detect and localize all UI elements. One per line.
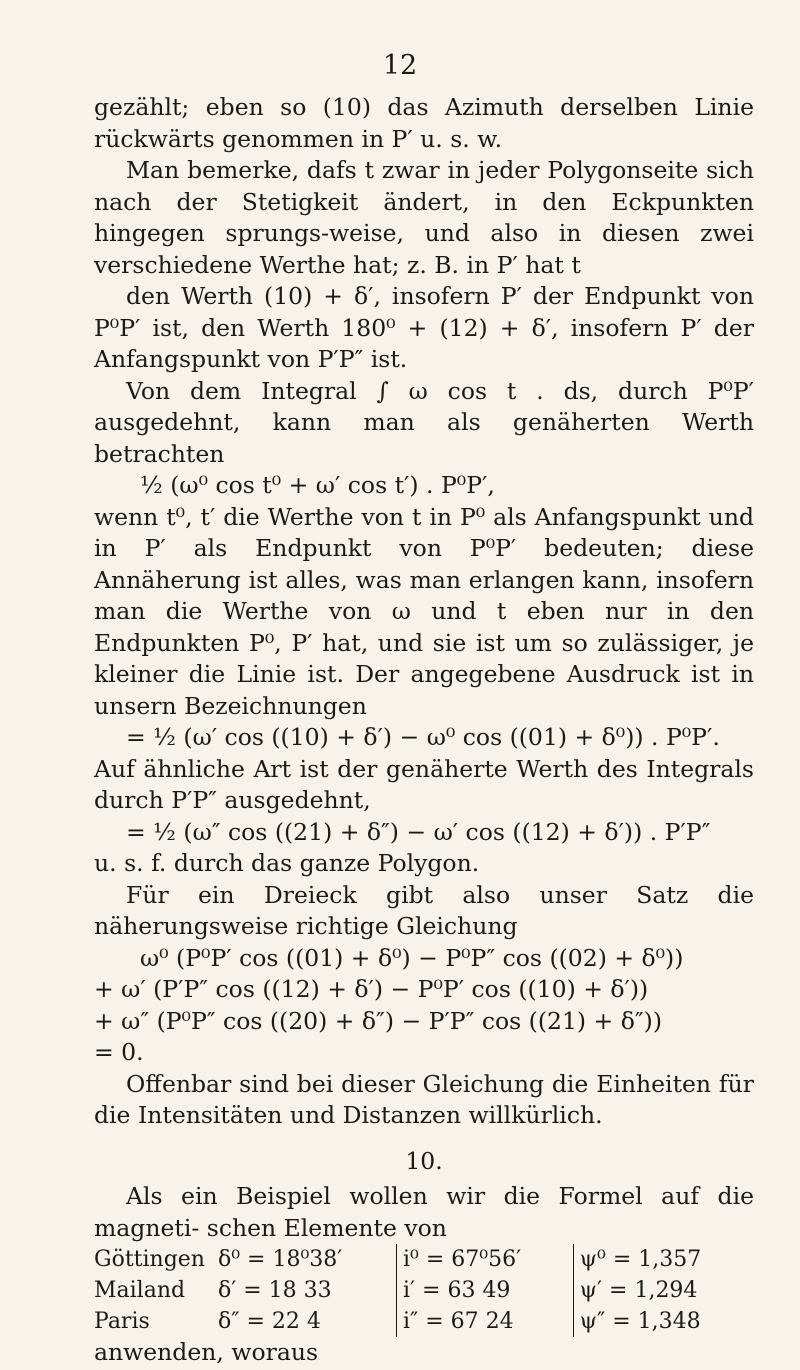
text-line: kann man als genäherten Werth betrachten [94, 408, 754, 468]
formula-3: = ½ (ω″ cos ((21) + δ″) − ω′ cos ((12) + δ′)) . P′P″ [126, 817, 711, 846]
formula-1: ½ (ω⁰ cos t⁰ + ω′ cos t′) . P⁰P′, [140, 471, 495, 499]
text-line: um so zulässiger, je kleiner die Linie ist. Der angegebene [94, 628, 754, 688]
equation-line: = 0. [94, 1038, 144, 1066]
intensity-cell: ψ′ = 1,294 [579, 1278, 698, 1303]
declination-cell: δ″ = 22 4 [212, 1306, 397, 1337]
text-line: Als ein Beispiel wollen wir die Formel auf die magneti- [94, 1182, 754, 1242]
text-line: Man bemerke, dafs t zwar in jeder Polygonseite sich nach [94, 156, 754, 216]
table-row [94, 1306, 754, 1337]
formula-2: = ½ (ω′ cos ((10) + δ′) − ω⁰ cos ((01) + δ⁰)) . P⁰P′. [126, 723, 720, 751]
equation-line: + ω″ (P⁰P″ cos ((20) + δ″) − P′P″ cos ((21) + δ″)) [94, 1006, 662, 1035]
text-line: u. s. f. durch das ganze Polygon. [94, 849, 480, 877]
text-line: Für ein Dreieck gibt also unser Satz die näherungsweise [94, 880, 754, 940]
inclination-cell: i′ = 63 49 [397, 1275, 574, 1306]
equation-line: ω⁰ (P⁰P′ cos ((01) + δ⁰) − P⁰P″ cos ((02) + δ⁰)) [140, 943, 684, 972]
text-line: Intensitäten und Distanzen willkürlich. [137, 1101, 603, 1129]
text-line: von P′P″ ist. [267, 345, 408, 373]
text-line: richtige Gleichung [295, 912, 518, 940]
city-cell: Mailand [94, 1278, 186, 1303]
text-line: in P′ hat t [466, 250, 581, 279]
equation-line: + ω′ (P′P″ cos ((12) + δ′) − P⁰P′ cos ((10) + δ′)) [94, 975, 649, 1003]
paragraph-1 [94, 92, 754, 155]
text-line: schen Elemente von [206, 1213, 447, 1242]
equation-block [94, 943, 754, 1069]
paragraph-6 [94, 754, 754, 817]
city-cell: Göttingen [94, 1247, 205, 1272]
text-line: Offenbar sind bei dieser Gleichung die Einheiten für die [94, 1069, 754, 1129]
text-line: genommen in P′ u. s. w. [222, 124, 503, 153]
text-line: ω und t eben nur in den Endpunkten P⁰, P′ hat, und sie ist [94, 597, 754, 657]
text-line: Auf ähnliche Art ist der genäherte Werth des Integrals durch [94, 754, 754, 814]
text-line: P′ als Endpunkt von P⁰P′ bedeuten; diese Annäherung ist [94, 534, 754, 594]
paragraph-5 [94, 502, 754, 723]
paragraph-8 [94, 1069, 754, 1132]
text-line: den Werth 180⁰ + (12) + δ′, insofern P′ der Anfangspunkt [94, 313, 754, 373]
intensity-cell: ψ″ = 1,348 [579, 1309, 701, 1334]
text-line: den Werth (10) + δ′, insofern P′ der Endpunkt von P⁰P′ ist, [94, 282, 754, 342]
paragraph-4 [94, 376, 754, 471]
paragraph-2 [94, 155, 754, 281]
text-line: Von dem Integral ∫ ω cos t . ds, durch P⁰P′ ausgedehnt, [94, 376, 754, 436]
magnetic-elements-table [94, 1244, 754, 1337]
page-body [94, 92, 754, 1369]
city-cell: Paris [94, 1309, 150, 1334]
text-line: alles, was man erlangen kann, insofern man die Werthe von [94, 565, 754, 625]
page-number: 12 [382, 50, 418, 81]
intensity-cell: ψ⁰ = 1,357 [579, 1247, 702, 1272]
text-line: Ausdruck ist in unsern Bezeichnungen [94, 660, 754, 720]
paragraph-9 [94, 1181, 754, 1244]
text-line: wenn t⁰, t′ die Werthe von t in P⁰ als Anfangspunkt und in [94, 502, 754, 562]
table-row [94, 1275, 754, 1306]
paragraph-7 [94, 848, 754, 943]
section-number: 10. [405, 1146, 443, 1175]
text-line: gezählt; eben so (10) das Azimuth derselben Linie rückwärts [94, 93, 754, 153]
declination-cell: δ′ = 18 33 [212, 1275, 397, 1306]
inclination-cell: i⁰ = 67⁰56′ [397, 1244, 574, 1275]
paragraph-3 [94, 281, 754, 376]
text-line: der Stetigkeit ändert, in den Eckpunkten hingegen sprungs- [94, 187, 754, 247]
text-line: P′P″ ausgedehnt, [171, 786, 371, 814]
declination-cell: δ⁰ = 18⁰38′ [212, 1244, 397, 1275]
inclination-cell: i″ = 67 24 [397, 1306, 574, 1337]
table-row [94, 1244, 754, 1275]
text-line: weise, und also in diesen zwei verschiedene Werthe hat; z. B. [94, 219, 754, 279]
closing-line: anwenden, woraus [94, 1338, 319, 1366]
